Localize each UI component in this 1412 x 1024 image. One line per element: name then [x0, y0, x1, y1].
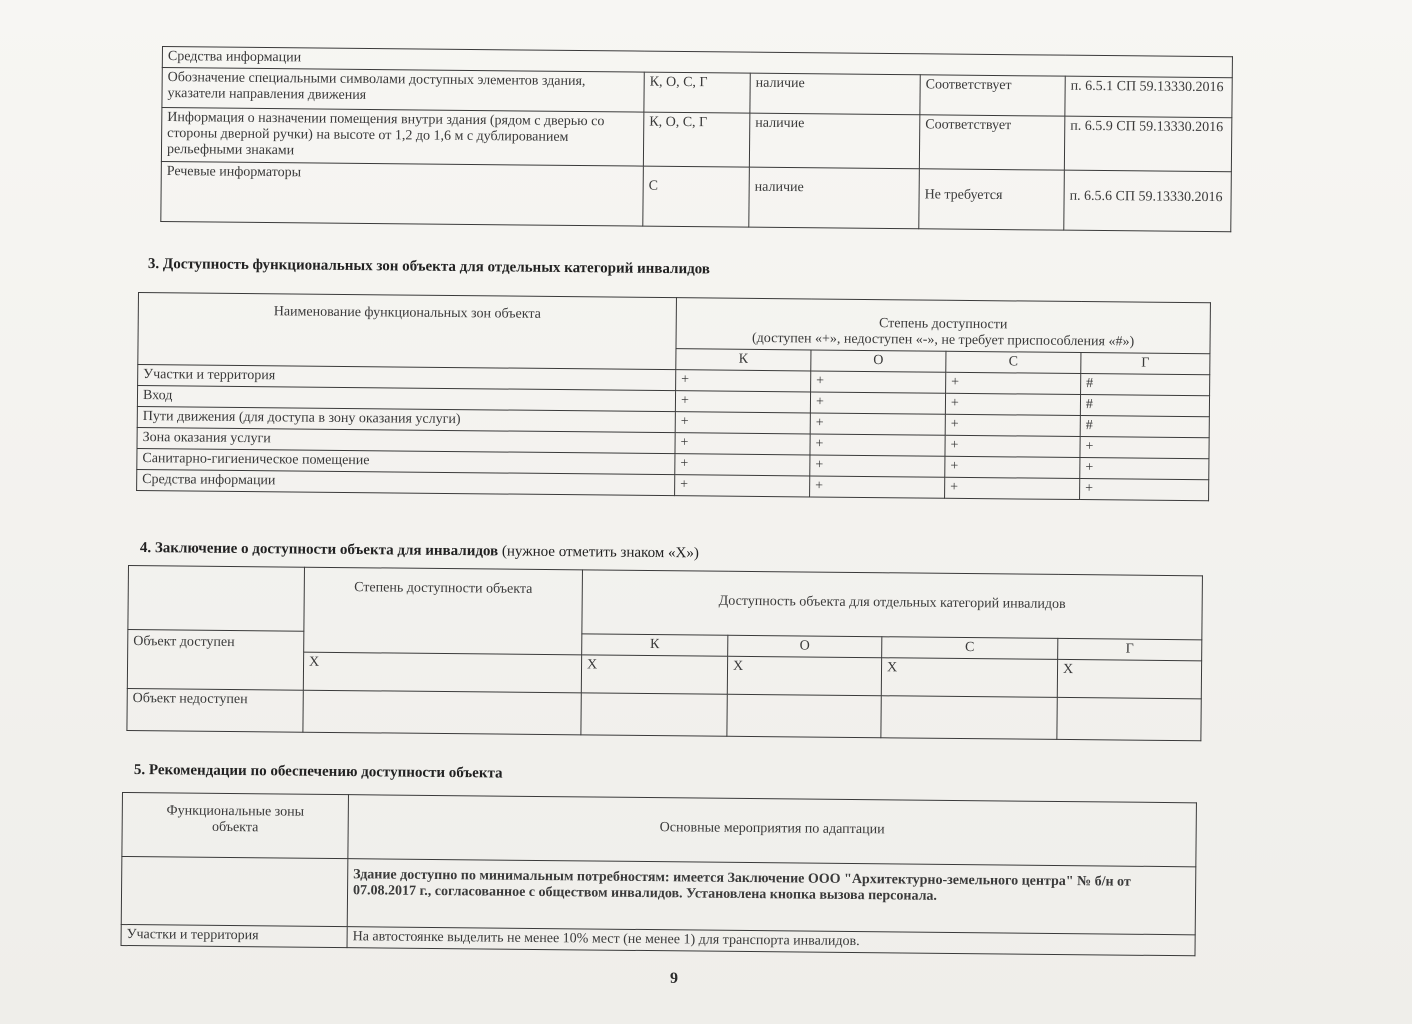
table-header-row	[128, 566, 1203, 640]
cell-value: +	[1080, 437, 1209, 459]
empty-cell	[1057, 697, 1201, 740]
row-status: Соответствует	[920, 75, 1065, 116]
mark-cell: Х	[303, 652, 581, 693]
row-status: Не требуется	[919, 169, 1065, 230]
cell-value: +	[675, 454, 810, 476]
row-name: Речевые информаторы	[161, 161, 644, 226]
zone-name-header: Наименование функциональных зон объекта	[138, 293, 677, 370]
zones-header: Функциональные зоны объекта	[122, 793, 349, 859]
zone-name: Участки и территория	[121, 924, 347, 947]
row-label: Объект доступен	[127, 630, 304, 691]
cell-value: +	[945, 435, 1080, 457]
table-header-row	[122, 793, 1197, 867]
category-header: О	[811, 350, 946, 372]
cell-value: +	[810, 434, 945, 456]
empty-cell	[881, 696, 1057, 740]
cell-value: +	[675, 391, 810, 413]
mark-cell: Х	[727, 656, 881, 695]
row-status: Соответствует	[919, 115, 1065, 170]
row-categories: К, О, С, Г	[644, 72, 750, 113]
degree-header	[676, 298, 1210, 354]
cell-value: +	[810, 392, 945, 414]
cell-value: +	[1080, 479, 1209, 501]
row-norm: п. 6.5.1 СП 59.13330.2016	[1065, 76, 1232, 118]
empty-cell	[581, 693, 727, 736]
degree-header-title: Степень доступности	[878, 316, 1008, 333]
section4-title	[140, 540, 699, 562]
degree-header-note: (доступен «+», недоступен «-», не требует приспособления «#»)	[751, 330, 1135, 350]
table-row	[121, 857, 1196, 935]
row-norm: п. 6.5.9 СП 59.13330.2016	[1064, 116, 1232, 172]
cell-value: #	[1080, 395, 1209, 417]
row-norm: п. 6.5.6 СП 59.13330.2016	[1064, 170, 1232, 232]
row-value: наличие	[749, 167, 920, 229]
cell-value: #	[1080, 416, 1209, 438]
degree-header: Степень доступности объекта	[304, 567, 583, 655]
measure-text: Здание доступно по минимальным потребностям: имеется Заключение ООО "Архитектурно-земельного центра" № б/н от 07.08.2017 г., согласованное с обществом инвалидов. Установлена кнопка вызова персонала.	[347, 859, 1196, 935]
category-header: Г	[1081, 353, 1210, 375]
mark-cell: Х	[881, 658, 1057, 698]
category-header: С	[946, 351, 1081, 373]
category-header: О	[728, 635, 882, 657]
row-name: Информация о назначении помещения внутри здания (рядом с дверью со стороны дверной ручки) на высоте от 1,2 до 1,6 м с дублированием рельефными знаками	[161, 108, 643, 167]
zone-name: Зона оказания услуги	[137, 427, 675, 453]
info-means-table	[160, 46, 1233, 232]
zone-name: Санитарно-гигиеническое помещение	[137, 448, 675, 474]
conclusion-table	[126, 565, 1203, 741]
row-name: Обозначение специальными символами доступных элементов здания, указатели направления движения	[162, 68, 644, 113]
table-header-row	[138, 293, 1210, 354]
cell-value: +	[946, 372, 1081, 394]
cell-value: +	[945, 456, 1080, 478]
section3-title: 3. Доступность функциональных зон объекта для отдельных категорий инвалидов	[147, 256, 711, 278]
zones-accessibility-table	[136, 292, 1211, 501]
cell-value: +	[945, 477, 1080, 499]
zone-name: Вход	[137, 386, 675, 412]
measure-text: На автостоянке выделить не менее 10% мест (не менее 1) для транспорта инвалидов.	[347, 927, 1195, 956]
zone-name: Пути движения (для доступа в зону оказания услуги)	[137, 406, 675, 432]
category-header: К	[582, 634, 728, 656]
cell-value: +	[810, 413, 945, 435]
cell-value: +	[675, 412, 810, 434]
empty-cell	[303, 690, 581, 735]
categories-header: Доступность объекта для отдельных категорий инвалидов	[582, 570, 1203, 640]
cell-value: +	[676, 370, 811, 392]
row-value: наличие	[750, 73, 920, 115]
cell-value: +	[675, 475, 810, 497]
cell-value: +	[810, 476, 945, 498]
section4-title-note: (нужное отметить знаком «Х»)	[501, 543, 699, 562]
cell-value: +	[945, 414, 1080, 436]
cell-value: +	[945, 393, 1080, 415]
cell-value: +	[811, 371, 946, 393]
category-header: Г	[1058, 638, 1202, 660]
section5-title: 5. Рекомендации по обеспечению доступности объекта	[133, 762, 503, 782]
row-categories: С	[643, 166, 750, 227]
cell-value: #	[1081, 374, 1210, 396]
zone-name: Средства информации	[137, 469, 675, 495]
measures-header: Основные мероприятия по адаптации	[348, 795, 1197, 867]
table-row	[161, 161, 1232, 231]
cell-value: +	[1080, 458, 1209, 480]
mark-cell: Х	[1057, 659, 1201, 698]
row-categories: К, О, С, Г	[643, 112, 750, 167]
row-value: наличие	[749, 113, 920, 169]
zone-name: Участки и территория	[138, 365, 676, 391]
empty-cell	[128, 566, 305, 632]
section-row-label: Средства информации	[162, 47, 1232, 78]
cell-value: +	[675, 433, 810, 455]
mark-cell: Х	[581, 655, 727, 694]
page-number: 9	[670, 970, 678, 987]
section4-title-text: 4. Заключение о доступности объекта для инвалидов	[139, 540, 499, 560]
recommendations-table	[121, 792, 1197, 956]
row-label: Объект недоступен	[127, 688, 303, 732]
table-row	[127, 688, 1201, 740]
empty-cell	[121, 857, 348, 927]
category-header: С	[882, 637, 1058, 660]
category-header: К	[676, 349, 811, 371]
empty-cell	[727, 694, 881, 737]
cell-value: +	[810, 455, 945, 477]
